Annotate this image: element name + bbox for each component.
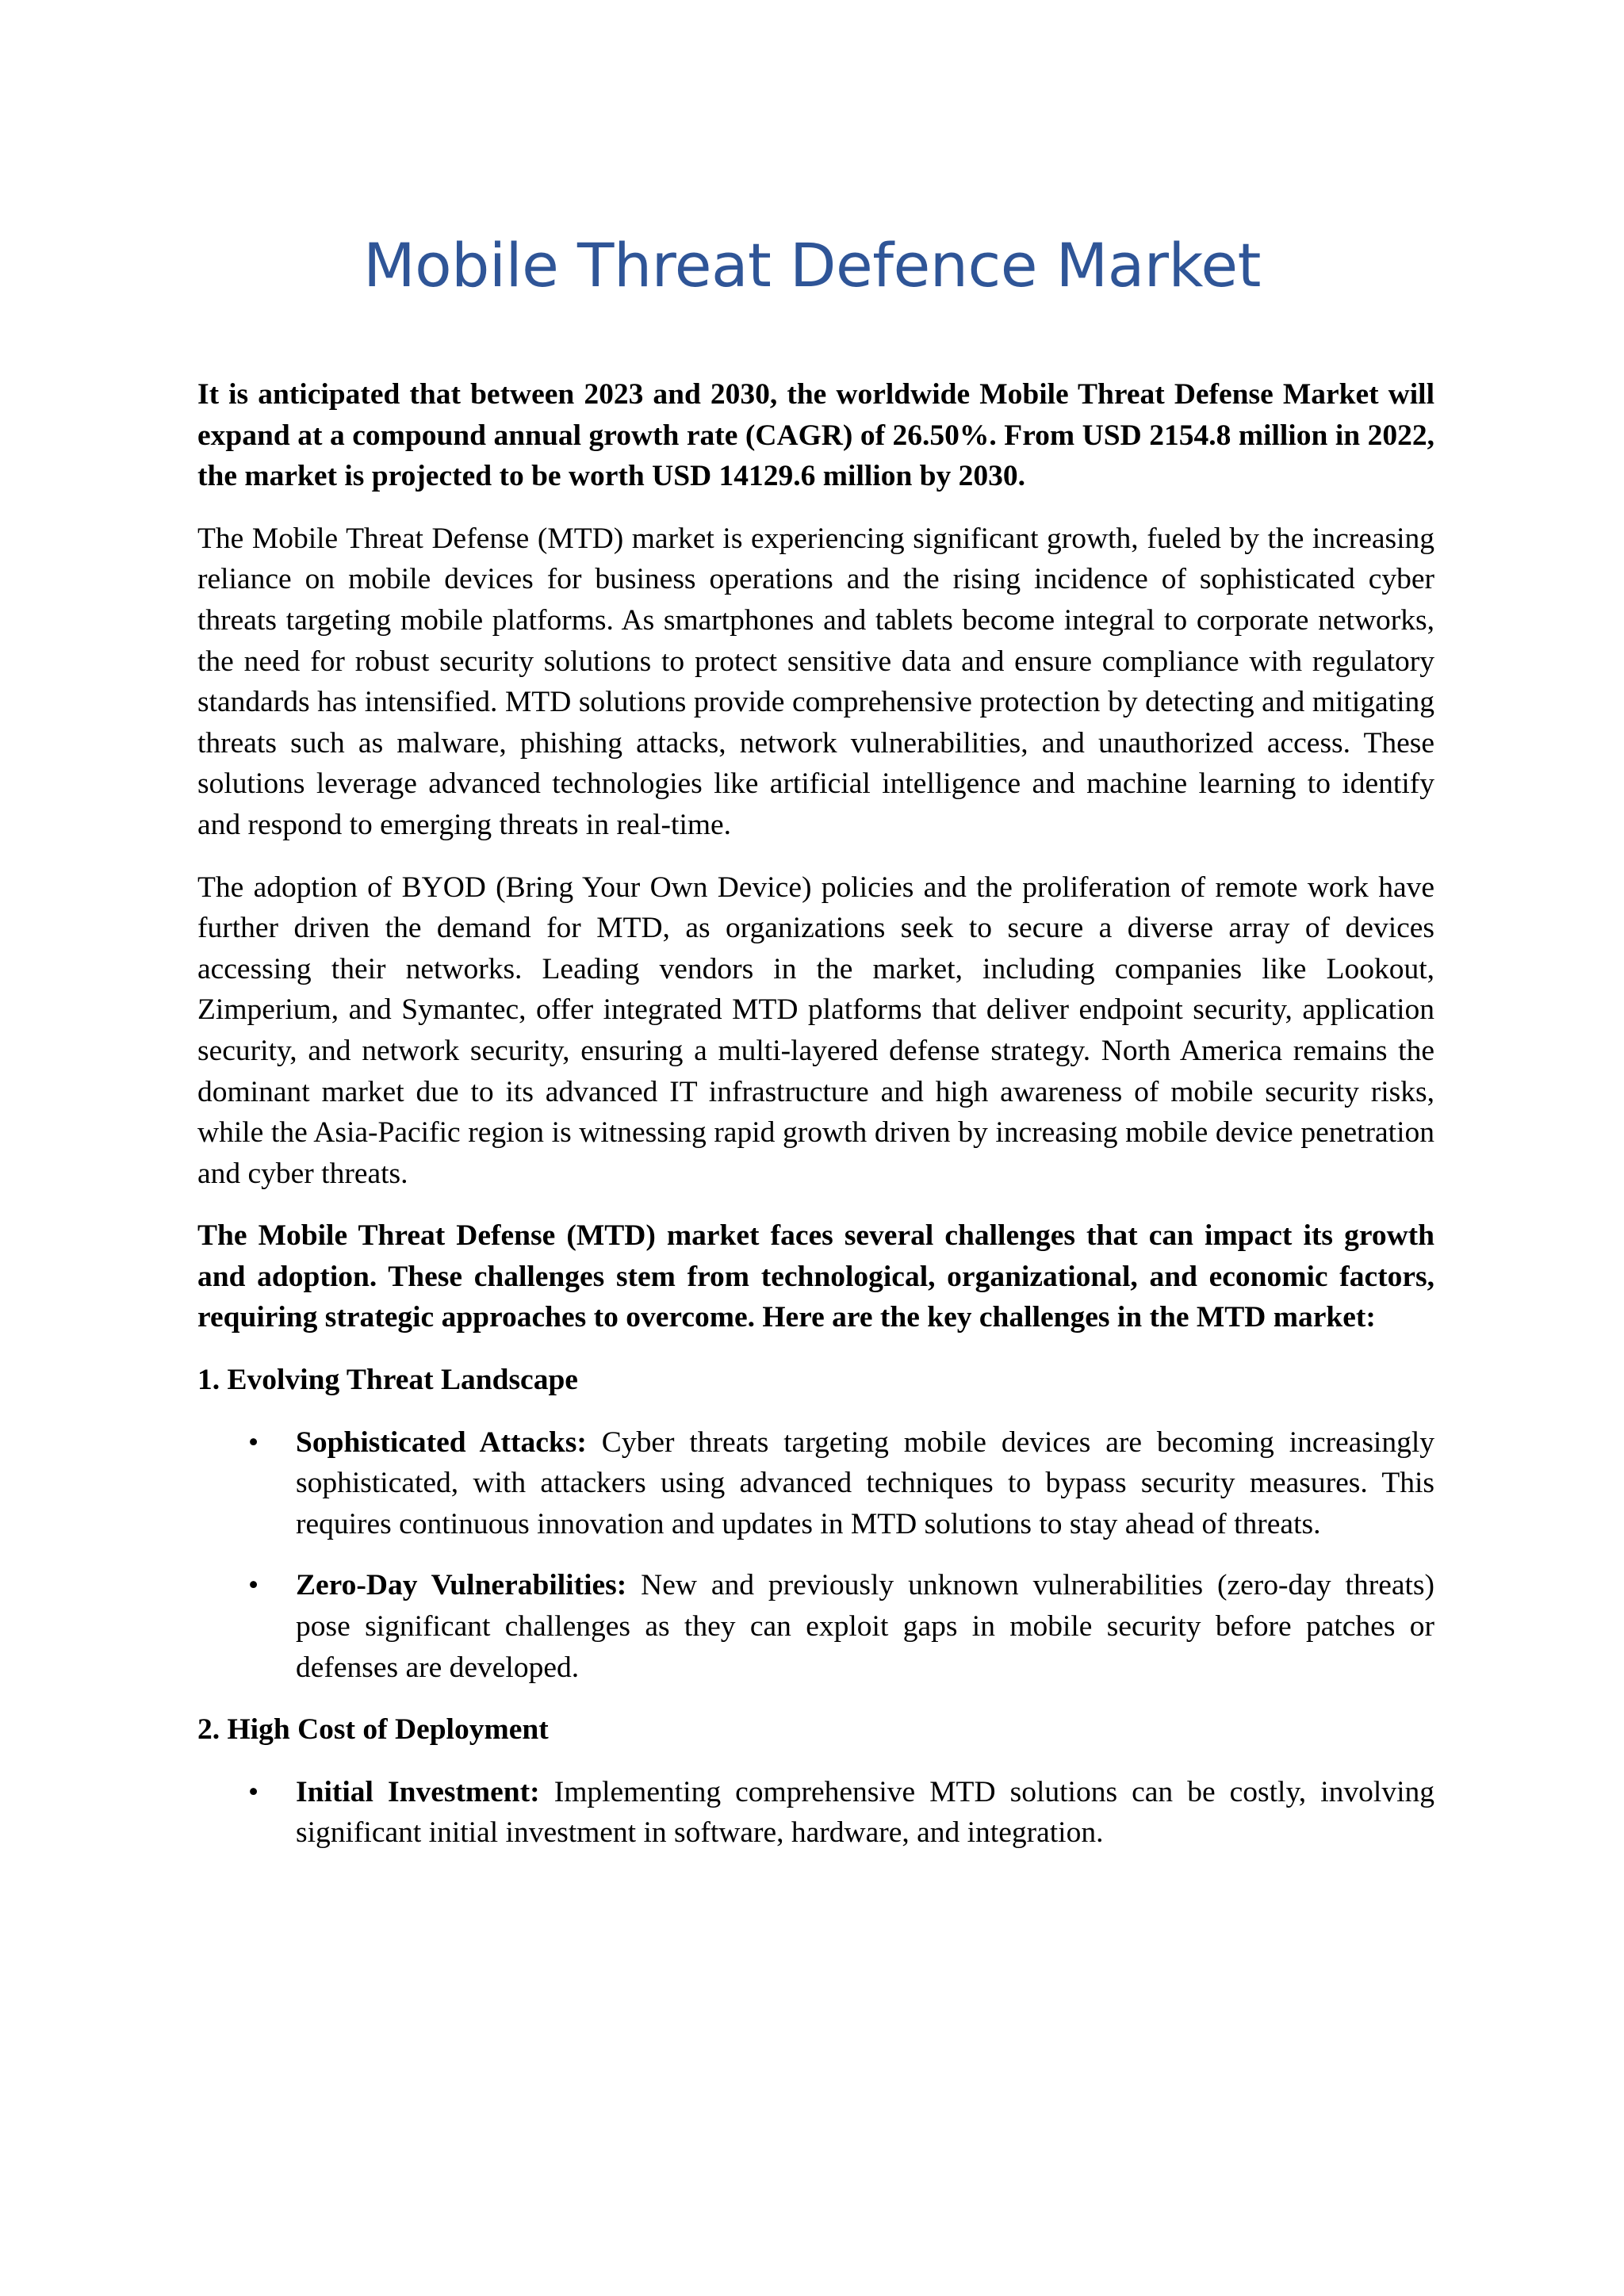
- list-item: [197, 1772, 1434, 1854]
- section-evolving-threat-landscape: [197, 1360, 1434, 1688]
- intro-paragraph: It is anticipated that between 2023 and 2030, the worldwide Mobile Threat Defense Market will expand at a compound annual growth rate (CAGR) of 26.50%. From USD 2154.8 million in 2022, the market is projected to be worth USD 14129.6 million by 2030.: [197, 378, 1434, 493]
- section-high-cost-of-deployment: [197, 1709, 1434, 1854]
- bullet-list: [197, 1772, 1434, 1854]
- document-body: [197, 374, 1434, 1875]
- body-paragraph-2: The adoption of BYOD (Bring Your Own Device) policies and the proliferation of remote work have further driven the demand for MTD, as organizations seek to secure a diverse array of devices accessing their networks. Leading vendors in the market, including companies like Lookout, Zimperium, and Symantec, offer integrated MTD platforms that deliver endpoint security, application security, and network security, ensuring a multi-layered defense strategy. North America remains the dominant market due to its advanced IT infrastructure and high awareness of mobile security risks, while the Asia-Pacific region is witnessing rapid growth driven by increasing mobile device penetration and cyber threats.: [197, 871, 1434, 1190]
- bullet-list: [197, 1422, 1434, 1689]
- list-item: [197, 1422, 1434, 1545]
- page-title: Mobile Threat Defence Market: [363, 230, 1261, 300]
- bullet-icon: •: [248, 1425, 259, 1459]
- challenges-intro-paragraph: The Mobile Threat Defense (MTD) market faces several challenges that can impact its growth and adoption. These challenges stem from technological, organizational, and economic factors, requiring strategic approaches to overcome. Here are the key challenges in the MTD market:: [197, 1219, 1434, 1334]
- section-heading: 2. High Cost of Deployment: [197, 1713, 549, 1747]
- list-item: [197, 1565, 1434, 1688]
- bullet-label: Initial Investment:: [296, 1775, 540, 1808]
- body-paragraph-1: The Mobile Threat Defense (MTD) market is experiencing significant growth, fueled by the increasing reliance on mobile devices for business operations and the rising incidence of sophisticated cyber threats targeting mobile platforms. As smartphones and tablets become integral to corporate networks, the need for robust security solutions to protect sensitive data and ensure compliance with regulatory standards has intensified. MTD solutions provide comprehensive protection by detecting and mitigating threats such as malware, phishing attacks, network vulnerabilities, and unauthorized access. These solutions leverage advanced technologies like artificial intelligence and machine learning to identify and respond to emerging threats in real-time.: [197, 522, 1434, 841]
- section-heading: 1. Evolving Threat Landscape: [197, 1364, 578, 1397]
- bullet-text: Implementing comprehensive MTD solutions can be costly, involving significant initial investment in software, hardware, and integration.: [296, 1775, 1434, 1850]
- bullet-icon: •: [248, 1775, 259, 1808]
- bullet-label: Zero-Day Vulnerabilities:: [296, 1569, 627, 1602]
- bullet-text: Cyber threats targeting mobile devices are becoming increasingly sophisticated, with attackers using advanced techniques to bypass security measures. This requires continuous innovation and updates in MTD solutions to stay ahead of threats.: [296, 1425, 1435, 1540]
- bullet-icon: •: [248, 1569, 259, 1602]
- bullet-label: Sophisticated Attacks:: [296, 1425, 587, 1459]
- bullet-text: New and previously unknown vulnerabilities (zero-day threats) pose significant challenges as they can exploit gaps in mobile security before patches or defenses are developed.: [296, 1569, 1434, 1684]
